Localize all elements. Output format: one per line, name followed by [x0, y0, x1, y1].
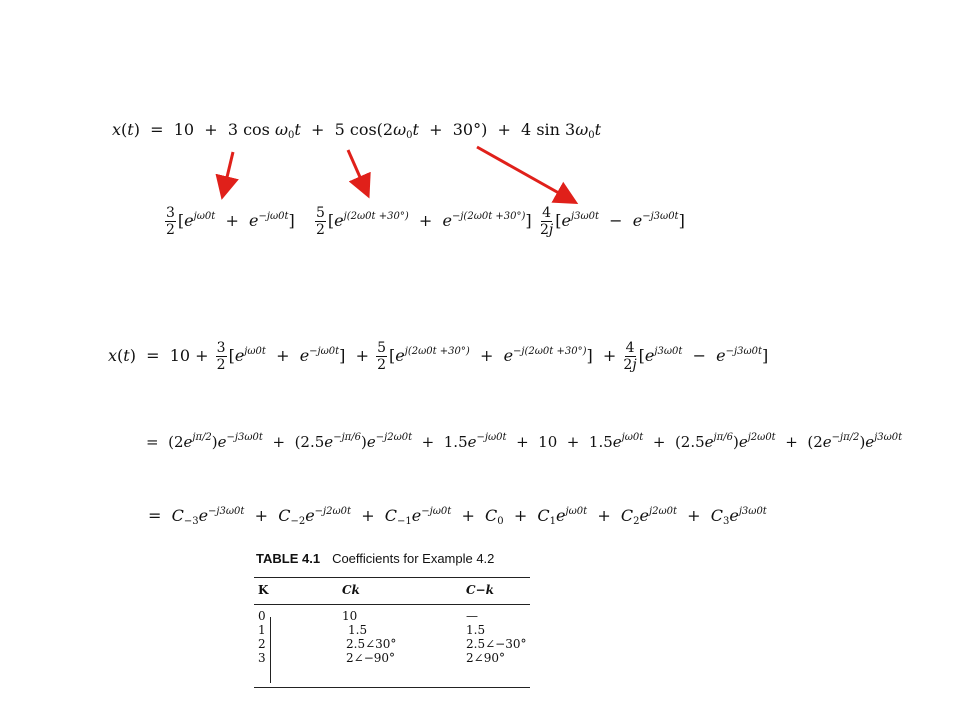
- coefficients-table: [254, 577, 530, 665]
- cell-k: 0: [258, 609, 266, 623]
- arrow-3: [477, 147, 573, 201]
- term-expansion-2: $\frac{5}{2}$ $[e^{j(2\omega 0t +30^\circ)} + e^{-j(2\omega 0t +30^\circ)}]$: [316, 205, 532, 238]
- cell-k: 1: [258, 623, 266, 637]
- arrow-2: [348, 150, 367, 193]
- table-bottom-rule: [254, 687, 530, 688]
- cell-cmk: 1.5: [466, 623, 486, 637]
- cell-ck: 10: [342, 609, 358, 623]
- cell-k: 3: [258, 651, 266, 665]
- cell-ck: 2∠−90°: [346, 651, 396, 665]
- term-expansion-3: $\frac{4}{2j}$ $[e^{j3\omega 0t} - e^{-j3\omega 0t}]$: [540, 205, 685, 238]
- table-row: [254, 651, 530, 665]
- header-ck: Ck: [342, 577, 466, 605]
- term-expansion-1: $\frac{3}{2}$ $[e^{j\omega 0t} + e^{-j\omega 0t}]$: [166, 205, 295, 238]
- cell-cmk: 2∠90°: [466, 651, 505, 665]
- cell-ck: 2.5∠30°: [346, 637, 397, 651]
- table-caption: [256, 551, 494, 566]
- cell-cmk: 2.5∠−30°: [466, 637, 527, 651]
- cell-cmk: —: [466, 609, 478, 623]
- arrow-1: [223, 152, 233, 194]
- equation-phasor: = $(2e^{j\pi/2})e^{-j3\omega 0t} + (2.5e^{-j\pi/6})e^{-j2\omega 0t} + 1.5e^{-j\omega 0t} + 10 + 1.5e^{j\omega 0t} + (2.5e^{j\pi/6})e^{j2\omega 0t} + (2e^{-j\pi/2})e^{j3\omega 0t}$: [146, 432, 903, 451]
- header-k: K: [254, 577, 342, 605]
- equation-coefficients: = $C_{-3}e^{-j3\omega 0t} + C_{-2}e^{-j2\omega 0t} + C_{-1}e^{-j\omega 0t} + C_0 + C_1e^{j\omega 0t} + C_2e^{j2\omega 0t} + C_3e^{j3\omega 0t}$: [148, 506, 767, 527]
- table-column-divider: [270, 617, 271, 683]
- table-row: [254, 609, 530, 623]
- equation-signal: x(t) = 10 + 3 $\cos \omega_0t + 5$ $\cos(2\omega_0t + 30^\circ) + 4$ $\sin 3\omega_0t$: [112, 120, 602, 141]
- table-row: [254, 637, 530, 651]
- table-row: [254, 623, 530, 637]
- cell-k: 2: [258, 637, 266, 651]
- table-title: Coefficients for Example 4.2: [332, 551, 495, 566]
- table-header-row: [254, 577, 530, 605]
- equation-expanded: x(t) = 10 + $\frac{3}{2}$ $[e^{j\omega 0t} + e^{-j\omega 0t}]$ + $\frac{5}{2}$ $[e^{j(2\omega 0t +30^\circ)} + e^{-j(2\omega 0t +30^\circ)}]$ + $\frac{4}{2j}$ $[e^{j3\omega 0t} - e^{-j3\omega 0t}]$: [108, 340, 769, 373]
- table-label: TABLE 4.1: [256, 551, 321, 566]
- cell-ck: 1.5: [348, 623, 368, 637]
- header-cmk: C−k: [466, 577, 530, 605]
